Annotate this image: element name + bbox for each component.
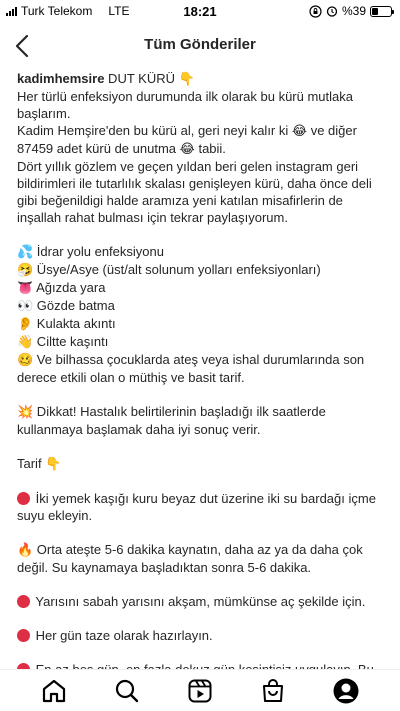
- list-item-text: Kulakta akıntı: [33, 316, 116, 331]
- recipe-step: [17, 627, 384, 644]
- woozy-face-icon: 🥴: [17, 353, 34, 368]
- list-item: [17, 243, 384, 261]
- red-circle-icon: [17, 629, 30, 642]
- battery-icon: [370, 6, 392, 17]
- network-type: LTE: [108, 4, 130, 18]
- shop-icon: [260, 678, 286, 704]
- red-circle-icon: [17, 595, 30, 608]
- carrier-name: Turk Telekom: [21, 4, 93, 18]
- list-item-text: İdrar yolu enfeksiyonu: [33, 244, 164, 259]
- lock-rotation-icon: [309, 5, 322, 18]
- status-right: [309, 4, 392, 18]
- post-caption: [0, 70, 400, 670]
- sneezing-face-icon: 🤧: [17, 263, 34, 278]
- laughing-icon: 😂: [179, 142, 195, 157]
- caption-para3: Dört yıllık gözlem ve geçen yıldan beri gelen instagram geri bildirimleri ile tutarlılık skalası genişleyen kürü, daha önce deli gibi beğenildigi halde aramıza yeni katılan misafirlerin de inşallah rahat bulması için tekrar paylaşıyorum.: [17, 159, 372, 225]
- recipe-label: [17, 455, 384, 473]
- caption-warning: [17, 403, 384, 438]
- list-item-text: Üsye/Asye (üst/alt solunum yolları enfeksiyonları): [33, 262, 321, 277]
- collision-icon: 💥: [17, 405, 34, 420]
- ear-icon: 👂: [17, 317, 34, 332]
- fire-icon: 🔥: [17, 543, 34, 558]
- recipe-step-text: İki yemek kaşığı kuru beyaz dut üzerine iki su bardağı içme suyu ekleyin.: [17, 491, 376, 523]
- recipe-step: [17, 490, 384, 524]
- battery-percent: %39: [341, 4, 366, 18]
- list-item: [17, 261, 384, 279]
- page-title: Tüm Gönderiler: [144, 36, 256, 53]
- tongue-icon: 👅: [17, 281, 34, 296]
- list-item-text: Ağızda yara: [33, 280, 106, 295]
- search-icon: [114, 678, 140, 704]
- list-item-text: Ve bilhassa çocuklarda ateş veya ishal durumlarında son derece etkili olan o müthiş ve basit tarif.: [17, 352, 365, 385]
- caption-line2-b: ve diğer 87459 adet kürü de unutma: [17, 123, 357, 156]
- pointing-down-icon: 👇: [45, 457, 62, 472]
- reels-icon: [187, 678, 213, 704]
- pointing-down-icon: 👇: [178, 72, 195, 87]
- eyes-icon: 👀: [17, 299, 34, 314]
- list-item: [17, 333, 384, 351]
- waving-hand-icon: 👋: [17, 335, 34, 350]
- recipe-step-text: Yarısını sabah yarısını akşam, mümkünse aç şekilde için.: [32, 594, 366, 609]
- list-item-text: Gözde batma: [33, 298, 115, 313]
- caption-warning-text: Dikkat! Hastalık belirtilerinin başladığı ilk saatlerde kullanmaya başlamak daha iyi sonuç verir.: [17, 404, 326, 437]
- red-circle-icon: [17, 492, 30, 505]
- caption-intro: Her türlü enfeksiyon durumunda ilk olarak bu kürü mutlaka başlarım.: [17, 89, 354, 121]
- list-item: [17, 351, 384, 386]
- tab-shop[interactable]: [257, 675, 289, 707]
- recipe-step: [17, 593, 384, 610]
- caption-title: DUT KÜRÜ: [104, 71, 175, 86]
- tab-home[interactable]: [38, 675, 70, 707]
- nav-header: [0, 26, 400, 66]
- laughing-icon: 😂: [291, 124, 308, 139]
- caption-line2: [17, 122, 384, 158]
- alarm-icon: [326, 5, 338, 17]
- status-time: 18:21: [183, 4, 217, 19]
- recipe-label-text: Tarif: [17, 456, 46, 471]
- username-link[interactable]: kadimhemsire: [17, 71, 105, 86]
- recipe-step-text: Her gün taze olarak hazırlayın.: [32, 628, 213, 643]
- sweat-drops-icon: 💦: [17, 245, 34, 260]
- recipe-step-text: Orta ateşte 5-6 dakika kaynatın, daha az ya da daha çok değil. Su kaynamaya başladıktan sonra 5-6 dakika.: [17, 542, 363, 575]
- status-bar: [0, 0, 400, 24]
- caption-title-line: [17, 70, 384, 88]
- recipe-step: [17, 541, 384, 576]
- home-icon: [41, 678, 67, 704]
- list-item: [17, 315, 384, 333]
- profile-icon: [332, 677, 360, 705]
- list-item-text: Ciltte kaşıntı: [33, 334, 109, 349]
- list-item: [17, 279, 384, 297]
- caption-line2-a: Kadim Hemşire'den bu kürü al, geri neyi kalır ki: [17, 123, 289, 138]
- tab-reels[interactable]: [184, 675, 216, 707]
- list-item: [17, 297, 384, 315]
- tab-search[interactable]: [111, 675, 143, 707]
- tab-profile[interactable]: [330, 675, 362, 707]
- caption-line2-c: tabii.: [194, 141, 226, 156]
- bottom-tab-bar: [0, 669, 400, 711]
